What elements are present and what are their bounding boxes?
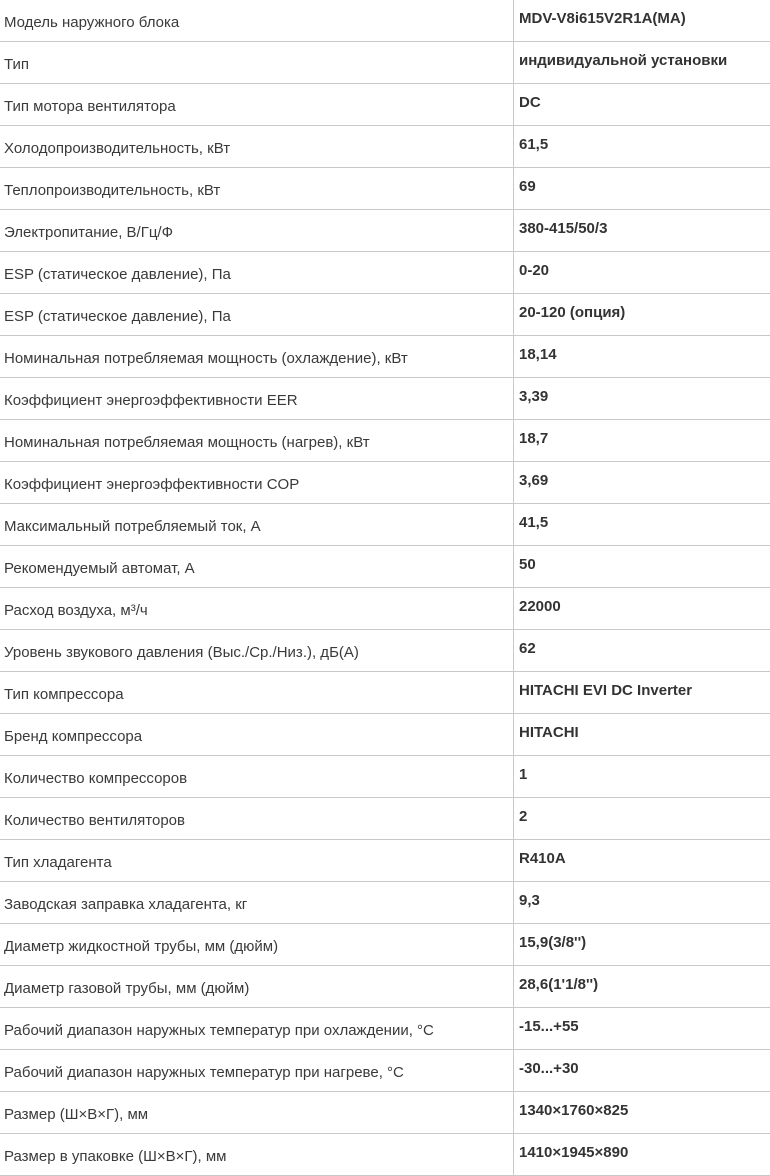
table-row: [0, 1134, 770, 1176]
param-value: -30...+30: [514, 1050, 770, 1092]
param-label: Размер в упаковке (Ш×В×Г), мм: [0, 1134, 514, 1176]
param-value: 3,39: [514, 378, 770, 420]
table-row: [0, 798, 770, 840]
table-row: [0, 1008, 770, 1050]
param-label: Диаметр жидкостной трубы, мм (дюйм): [0, 924, 514, 966]
param-value: 61,5: [514, 126, 770, 168]
param-label: Холодопроизводительность, кВт: [0, 126, 514, 168]
param-label: Теплопроизводительность, кВт: [0, 168, 514, 210]
table-row: [0, 882, 770, 924]
table-row: [0, 588, 770, 630]
table-row: [0, 252, 770, 294]
table-row: [0, 126, 770, 168]
param-label: Рекомендуемый автомат, А: [0, 546, 514, 588]
table-row: [0, 630, 770, 672]
param-label: Тип компрессора: [0, 672, 514, 714]
param-value: -15...+55: [514, 1008, 770, 1050]
param-label: Рабочий диапазон наружных температур при охлаждении, °С: [0, 1008, 514, 1050]
param-label: Уровень звукового давления (Выс./Ср./Низ.), дБ(А): [0, 630, 514, 672]
param-value: 20-120 (опция): [514, 294, 770, 336]
param-label: ESP (статическое давление), Па: [0, 252, 514, 294]
param-label: Коэффициент энергоэффективности EER: [0, 378, 514, 420]
param-label: Бренд компрессора: [0, 714, 514, 756]
param-label: Тип мотора вентилятора: [0, 84, 514, 126]
table-row: [0, 546, 770, 588]
param-label: Тип: [0, 42, 514, 84]
param-label: Рабочий диапазон наружных температур при нагреве, °С: [0, 1050, 514, 1092]
param-label: Электропитание, В/Гц/Ф: [0, 210, 514, 252]
param-label: Расход воздуха, м³/ч: [0, 588, 514, 630]
table-row: [0, 168, 770, 210]
param-label: Номинальная потребляемая мощность (нагрев), кВт: [0, 420, 514, 462]
param-label: Коэффициент энергоэффективности COP: [0, 462, 514, 504]
param-value: 22000: [514, 588, 770, 630]
param-value: 1410×1945×890: [514, 1134, 770, 1176]
param-value: индивидуальной установки: [514, 42, 770, 84]
table-row: [0, 714, 770, 756]
param-value: 2: [514, 798, 770, 840]
table-row: [0, 42, 770, 84]
param-value: 18,14: [514, 336, 770, 378]
param-value: R410A: [514, 840, 770, 882]
param-value: 62: [514, 630, 770, 672]
table-row: [0, 966, 770, 1008]
param-value: MDV-V8i615V2R1A(MA): [514, 0, 770, 42]
table-row: [0, 420, 770, 462]
param-value: 3,69: [514, 462, 770, 504]
param-label: Количество вентиляторов: [0, 798, 514, 840]
param-value: DC: [514, 84, 770, 126]
table-row: [0, 756, 770, 798]
table-row: [0, 336, 770, 378]
param-value: 9,3: [514, 882, 770, 924]
param-value: 41,5: [514, 504, 770, 546]
param-value: 1: [514, 756, 770, 798]
param-label: Модель наружного блока: [0, 0, 514, 42]
table-row: [0, 462, 770, 504]
table-row: [0, 294, 770, 336]
table-row: [0, 1050, 770, 1092]
table-row: [0, 924, 770, 966]
param-value: 0-20: [514, 252, 770, 294]
param-value: HITACHI: [514, 714, 770, 756]
table-row: [0, 672, 770, 714]
table-row: [0, 0, 770, 42]
param-value: 50: [514, 546, 770, 588]
param-value: 15,9(3/8''): [514, 924, 770, 966]
param-label: Диаметр газовой трубы, мм (дюйм): [0, 966, 514, 1008]
table-row: [0, 84, 770, 126]
param-label: Заводская заправка хладагента, кг: [0, 882, 514, 924]
param-value: 380-415/50/3: [514, 210, 770, 252]
param-value: 28,6(1'1/8''): [514, 966, 770, 1008]
param-label: Количество компрессоров: [0, 756, 514, 798]
param-label: Размер (Ш×В×Г), мм: [0, 1092, 514, 1134]
table-row: [0, 840, 770, 882]
table-row: [0, 1092, 770, 1134]
param-label: ESP (статическое давление), Па: [0, 294, 514, 336]
table-row: [0, 504, 770, 546]
param-value: 1340×1760×825: [514, 1092, 770, 1134]
table-row: [0, 378, 770, 420]
table-row: [0, 210, 770, 252]
param-label: Тип хладагента: [0, 840, 514, 882]
param-label: Номинальная потребляемая мощность (охлаждение), кВт: [0, 336, 514, 378]
param-value: 18,7: [514, 420, 770, 462]
param-value: HITACHI EVI DC Inverter: [514, 672, 770, 714]
param-label: Максимальный потребляемый ток, А: [0, 504, 514, 546]
param-value: 69: [514, 168, 770, 210]
